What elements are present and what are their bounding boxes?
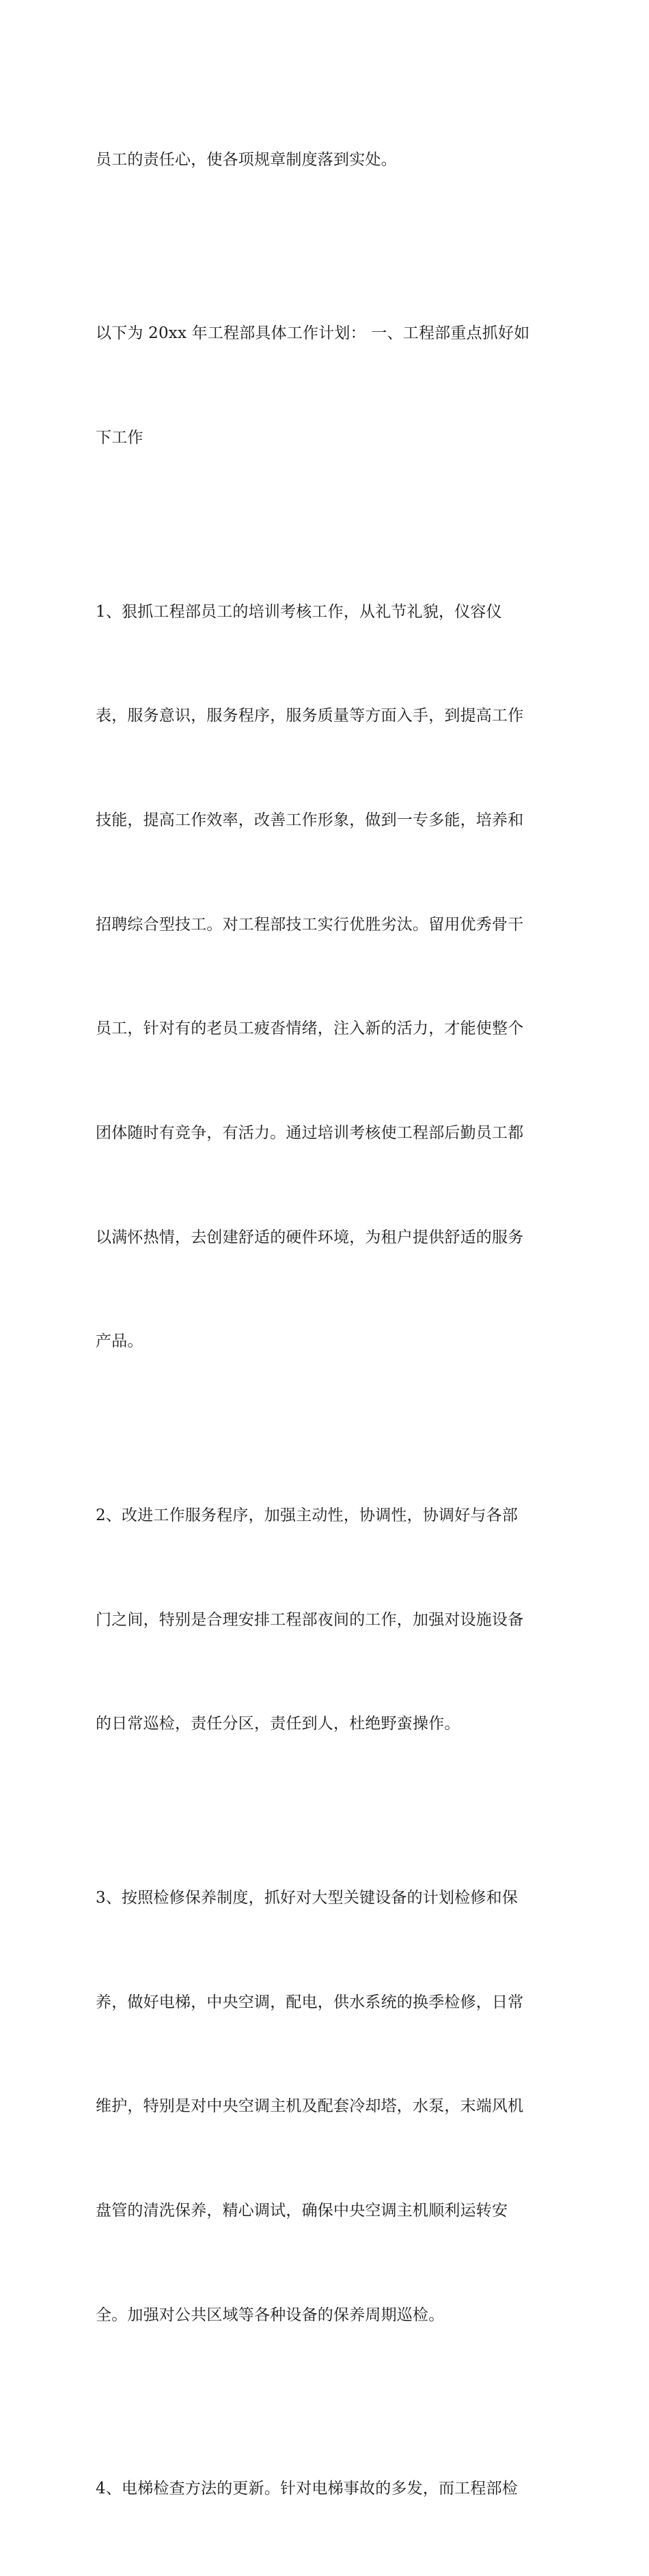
paragraph-item-1	[96, 525, 560, 1429]
text-line: 团体随时有竞争，有活力。通过培训考核使工程部后勤员工都	[96, 1124, 524, 1143]
text-line: 1、狠抓工程部员工的培训考核工作，从礼节礼貌，仪容仪	[96, 602, 502, 621]
text-line: 员工的责任心，使各项规章制度落到实处。	[96, 150, 397, 169]
text-line: 4、电梯检查方法的更新。针对电梯事故的多发，而工程部检	[96, 2480, 519, 2498]
text-line: 盘管的清洗保养，精心调试，确保中央空调主机顺利运转安	[96, 2202, 508, 2220]
text-line: 2、改进工作服务程序，加强主动性，协调性，协调好与各部	[96, 1506, 519, 1524]
text-line: 产品。	[96, 1332, 143, 1351]
paragraph-item-3	[96, 1811, 560, 2402]
document-body	[96, 73, 560, 2576]
text-line: 全。加强对公共区域等各种设备的保养周期巡检。	[96, 2306, 445, 2324]
text-line: 3、按照检修保养制度，抓好对大型关键设备的计划检修和保	[96, 1888, 519, 1907]
text-line: 招聘综合型技工。对工程部技工实行优胜劣汰。留用优秀骨干	[96, 915, 524, 934]
paragraph-item-4	[96, 2402, 560, 2576]
text-line: 技能，提高工作效率，改善工作形象，做到一专多能，培养和	[96, 811, 524, 829]
paragraph-plan-heading	[96, 247, 560, 525]
paragraph-intro-end	[96, 73, 560, 247]
text-line: 的日常巡检，责任分区，责任到人，杜绝野蛮操作。	[96, 1715, 460, 1733]
text-line: 表，服务意识，服务程序，服务质量等方面入手，到提高工作	[96, 707, 524, 725]
text-line: 以满怀热情，去创建舒适的硬件环境，为租户提供舒适的服务	[96, 1228, 524, 1246]
paragraph-item-2	[96, 1429, 560, 1811]
text-line: 养，做好电梯，中央空调，配电，供水系统的换季检修，日常	[96, 1993, 524, 2011]
text-line: 维护，特别是对中央空调主机及配套冷却塔，水泵，末端风机	[96, 2097, 524, 2116]
text-line: 下工作	[96, 429, 143, 447]
text-line: 员工，针对有的老员工疲沓情绪，注入新的活力，才能使整个	[96, 1020, 524, 1038]
text-line: 以下为 20xx 年工程部具体工作计划： 一、工程部重点抓好如	[96, 324, 530, 343]
text-line: 门之间，特别是合理安排工程部夜间的工作，加强对设施设备	[96, 1610, 524, 1629]
